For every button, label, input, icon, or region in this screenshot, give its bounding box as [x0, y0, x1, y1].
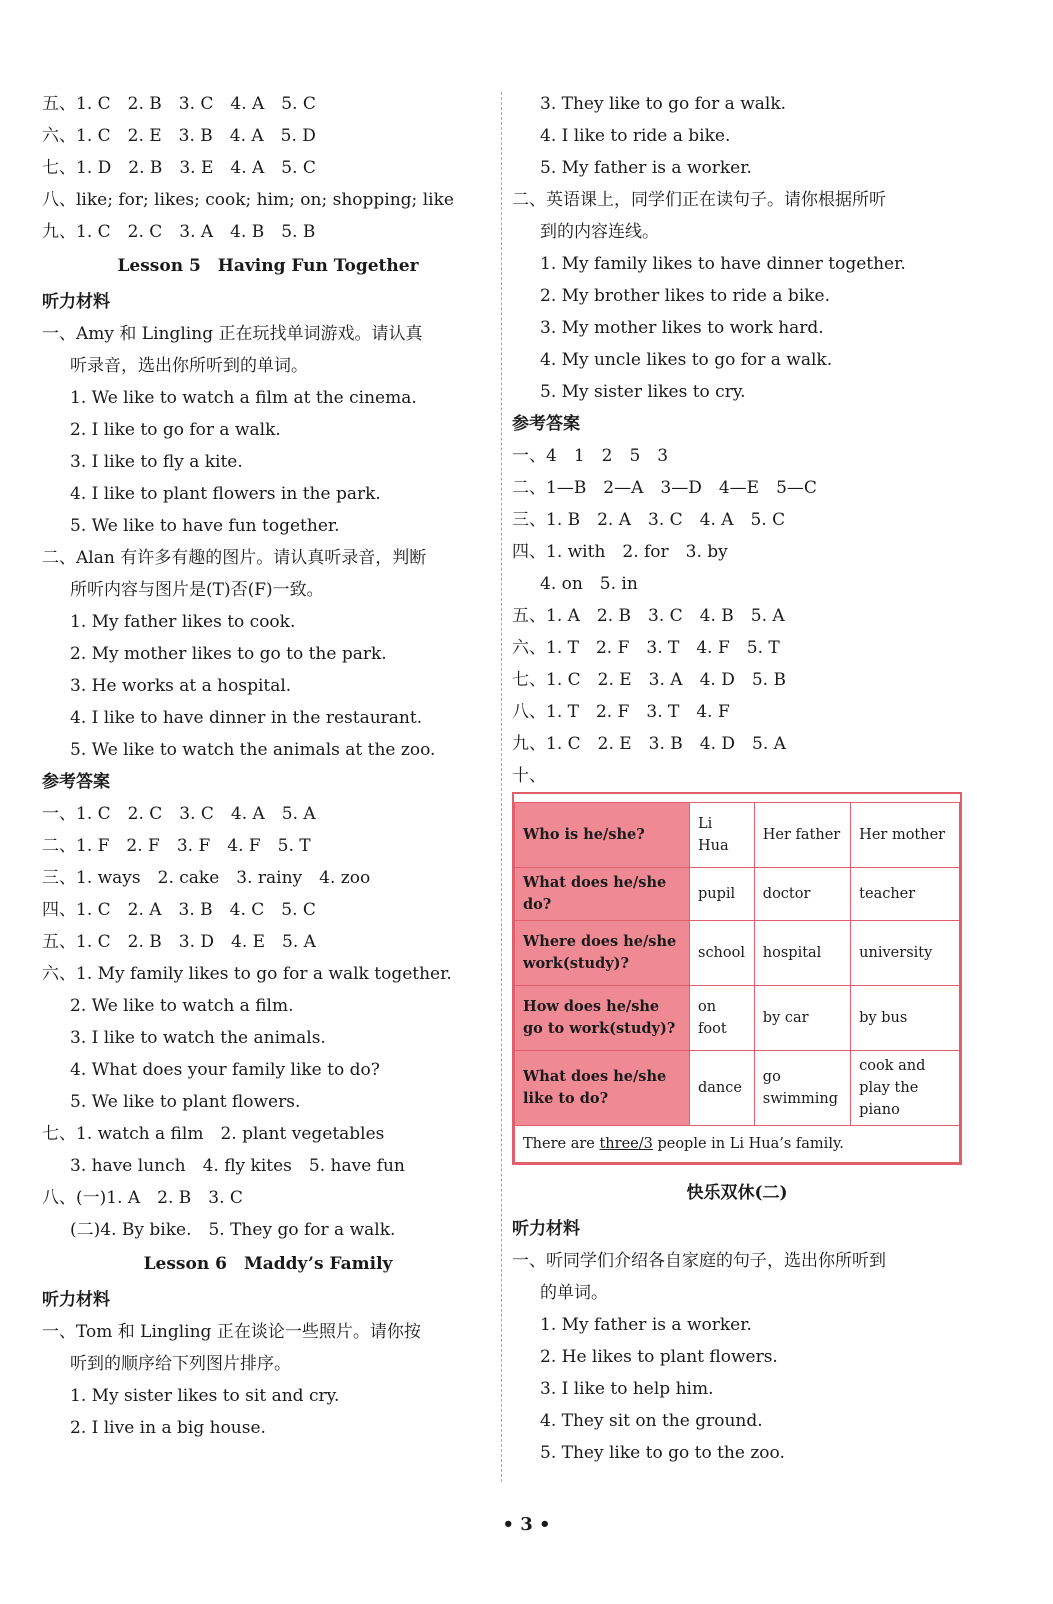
listening-item: 1. My sister likes to sit and cry. — [70, 1386, 340, 1406]
table-row — [515, 1051, 960, 1126]
table-cell: teacher — [851, 868, 960, 921]
answer-line: 5. We like to plant flowers. — [70, 1092, 301, 1112]
answer-line: 七、1. D 2. B 3. E 4. A 5. C — [42, 158, 316, 178]
listening-item: 4. I like to ride a bike. — [540, 126, 731, 146]
answer-line: 二、1. F 2. F 3. F 4. F 5. T — [42, 836, 311, 856]
answer-line: 二、1—B 2—A 3—D 4—E 5—C — [512, 478, 817, 498]
listening-item: 2. I like to go for a walk. — [70, 420, 281, 440]
question-text: 的单词。 — [540, 1283, 608, 1303]
right-column — [512, 88, 962, 1469]
listening-item: 4. They sit on the ground. — [540, 1411, 763, 1431]
question-text: 二、英语课上，同学们正在读句子。请你根据所听 — [512, 190, 886, 210]
table-row — [515, 986, 960, 1051]
answer-line: 一、4 1 2 5 3 — [512, 446, 669, 466]
table-row — [515, 868, 960, 921]
listening-item: 4. I like to have dinner in the restaurant. — [70, 708, 423, 728]
footer-answer: three/3 — [599, 1136, 653, 1152]
listening-item: 5. My sister likes to cry. — [540, 382, 746, 402]
answer-line: 三、1. ways 2. cake 3. rainy 4. zoo — [42, 868, 371, 888]
listening-item: 2. My brother likes to ride a bike. — [540, 286, 831, 306]
listening-item: 3. I like to fly a kite. — [70, 452, 243, 472]
table-cell: on foot — [690, 986, 755, 1051]
listening-item: 4. My uncle likes to go for a walk. — [540, 350, 833, 370]
listening-item: 2. I live in a big house. — [70, 1418, 266, 1438]
table-row — [515, 803, 960, 868]
table-cell: by bus — [851, 986, 960, 1051]
question-text: 一、Tom 和 Lingling 正在谈论一些照片。请你按 — [42, 1322, 421, 1342]
question-text: 听到的顺序给下列图片排序。 — [70, 1354, 291, 1374]
table-question-cell: What does he/she like to do? — [515, 1051, 690, 1126]
table-footer-cell — [515, 1126, 960, 1163]
table-cell: go swimming — [754, 1051, 850, 1126]
table-cell: doctor — [754, 868, 850, 921]
table-cell: Li Hua — [690, 803, 755, 868]
answer-line: 2. We like to watch a film. — [70, 996, 294, 1016]
answer-line: 3. have lunch 4. fly kites 5. have fun — [70, 1156, 405, 1176]
listening-item: 2. My mother likes to go to the park. — [70, 644, 387, 664]
table-question-cell: Where does he/she work(study)? — [515, 921, 690, 986]
question-text: 所听内容与图片是(T)否(F)一致。 — [70, 580, 324, 600]
answer-line: 十、 — [512, 766, 546, 786]
question-text: 一、Amy 和 Lingling 正在玩找单词游戏。请认真 — [42, 324, 423, 344]
table-cell: Her father — [754, 803, 850, 868]
listening-item: 5. They like to go to the zoo. — [540, 1443, 785, 1463]
listening-heading: 听力材料 — [42, 292, 110, 312]
table-row — [515, 921, 960, 986]
lesson-5-title: Lesson 5 Having Fun Together — [117, 256, 419, 276]
footer-text: There are — [523, 1136, 600, 1152]
lesson-6-title: Lesson 6 Maddy’s Family — [143, 1254, 393, 1274]
answer-line: 八、1. T 2. F 3. T 4. F — [512, 702, 730, 722]
table-cell: hospital — [754, 921, 850, 986]
answer-line: 五、1. A 2. B 3. C 4. B 5. A — [512, 606, 785, 626]
listening-item: 3. I like to help him. — [540, 1379, 714, 1399]
answer-line: 七、1. C 2. E 3. A 4. D 5. B — [512, 670, 786, 690]
answers-heading: 参考答案 — [512, 414, 580, 434]
answer-line: 3. I like to watch the animals. — [70, 1028, 326, 1048]
answer-line: 三、1. B 2. A 3. C 4. A 5. C — [512, 510, 786, 530]
answers-heading: 参考答案 — [42, 772, 110, 792]
listening-item: 2. He likes to plant flowers. — [540, 1347, 778, 1367]
answer-line: 四、1. with 2. for 3. by — [512, 542, 728, 562]
listening-item: 4. I like to plant flowers in the park. — [70, 484, 381, 504]
answer-line: (二)4. By bike. 5. They go for a walk. — [70, 1220, 396, 1240]
answer-line: 六、1. C 2. E 3. B 4. A 5. D — [42, 126, 316, 146]
answer-line: 六、1. T 2. F 3. T 4. F 5. T — [512, 638, 780, 658]
answer-line: 4. What does your family like to do? — [70, 1060, 380, 1080]
answer-line: 九、1. C 2. E 3. B 4. D 5. A — [512, 734, 786, 754]
table-cell: school — [690, 921, 755, 986]
answer-line: 四、1. C 2. A 3. B 4. C 5. C — [42, 900, 316, 920]
listening-item: 3. They like to go for a walk. — [540, 94, 787, 114]
answer-line: 八、(一)1. A 2. B 3. C — [42, 1188, 243, 1208]
family-info-table — [512, 792, 962, 1165]
listening-item: 5. We like to watch the animals at the zoo. — [70, 740, 436, 760]
question-text: 二、Alan 有许多有趣的图片。请认真听录音，判断 — [42, 548, 427, 568]
listening-item: 1. My father is a worker. — [540, 1315, 752, 1335]
answer-line: 五、1. C 2. B 3. D 4. E 5. A — [42, 932, 316, 952]
listening-item: 1. We like to watch a film at the cinema. — [70, 388, 417, 408]
question-text: 听录音，选出你所听到的单词。 — [70, 356, 308, 376]
answer-line: 4. on 5. in — [540, 574, 638, 594]
listening-item: 5. We like to have fun together. — [70, 516, 340, 536]
table-cell: Her mother — [851, 803, 960, 868]
listening-heading: 听力材料 — [42, 1290, 110, 1310]
listening-item: 5. My father is a worker. — [540, 158, 752, 178]
answer-line: 九、1. C 2. C 3. A 4. B 5. B — [42, 222, 316, 242]
table-cell: university — [851, 921, 960, 986]
table-question-cell: What does he/she do? — [515, 868, 690, 921]
answer-line: 八、like; for; likes; cook; him; on; shopping; like — [42, 190, 454, 210]
table-footer-row — [515, 1126, 960, 1163]
table-cell: cook and play the piano — [851, 1051, 960, 1126]
table-cell: pupil — [690, 868, 755, 921]
listening-item: 3. He works at a hospital. — [70, 676, 292, 696]
column-divider — [501, 92, 502, 1482]
left-column — [42, 88, 494, 1444]
answer-line: 六、1. My family likes to go for a walk together. — [42, 964, 452, 984]
table-cell: by car — [754, 986, 850, 1051]
question-text: 到的内容连线。 — [540, 222, 659, 242]
answer-line: 一、1. C 2. C 3. C 4. A 5. A — [42, 804, 316, 824]
question-text: 一、听同学们介绍各自家庭的句子，选出你所听到 — [512, 1251, 886, 1271]
listening-item: 1. My father likes to cook. — [70, 612, 296, 632]
answer-line: 五、1. C 2. B 3. C 4. A 5. C — [42, 94, 316, 114]
family-table — [514, 802, 960, 1163]
footer-text: people in Li Hua’s family. — [652, 1136, 844, 1152]
listening-item: 3. My mother likes to work hard. — [540, 318, 824, 338]
answer-line: 七、1. watch a film 2. plant vegetables — [42, 1124, 385, 1144]
table-question-cell: How does he/she go to work(study)? — [515, 986, 690, 1051]
table-cell: dance — [690, 1051, 755, 1126]
listening-heading: 听力材料 — [512, 1219, 580, 1239]
listening-item: 1. My family likes to have dinner together. — [540, 254, 906, 274]
table-question-cell: Who is he/she? — [515, 803, 690, 868]
page-number: • 3 • — [502, 1514, 551, 1535]
weekend-title: 快乐双休(二) — [686, 1183, 788, 1203]
